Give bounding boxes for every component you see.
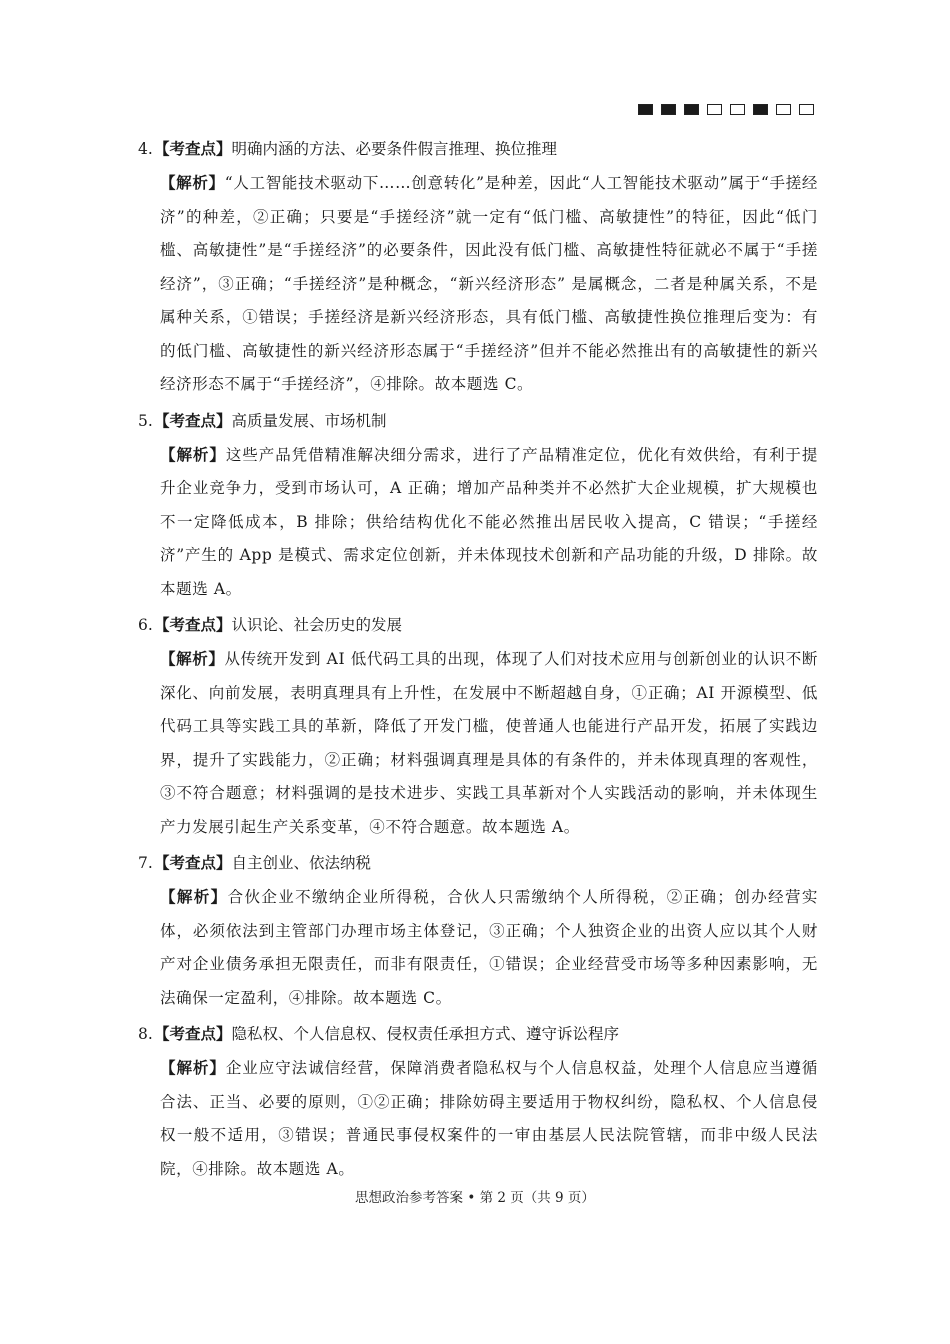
marker-square — [638, 104, 653, 115]
analysis-paragraph — [138, 880, 818, 1015]
analysis-paragraph — [138, 1051, 818, 1186]
analysis-text: 合伙企业不缴纳企业所得税，合伙人只需缴纳个人所得税，②正确；创办经营实体，必须依法到主管部门办理市场主体登记，③正确；个人独资企业的出资人应以其个人财产对企业债务承担无限责任，而非有限责任，①错误；企业经营受市场等多种因素影响，无法确保一定盈利，④排除。故本题选 C。 — [160, 888, 818, 1007]
question-heading — [138, 846, 818, 880]
answer-item-8 — [138, 1017, 818, 1186]
test-point-topic: 认识论、社会历史的发展 — [231, 616, 403, 634]
question-number: 6. — [138, 616, 153, 634]
question-number: 8. — [138, 1025, 153, 1043]
answer-item-6 — [138, 608, 818, 844]
test-point-tag: 【考查点】 — [154, 139, 232, 158]
test-point-topic: 隐私权、个人信息权、侵权责任承担方式、遵守诉讼程序 — [231, 1025, 620, 1043]
test-point-topic: 高质量发展、市场机制 — [231, 411, 387, 430]
analysis-paragraph — [138, 642, 818, 844]
analysis-tag: 【解析】 — [160, 173, 225, 192]
question-heading — [138, 404, 818, 438]
page-marker-strip — [638, 104, 814, 115]
test-point-tag: 【考查点】 — [154, 615, 232, 634]
analysis-text: 这些产品凭借精准解决细分需求，进行了产品精准定位，优化有效供给，有利于提升企业竞争力，受到市场认可，A 正确；增加产品种类并不必然扩大企业规模，扩大规模也不一定降低成本，B 排除；供给结构优化不能必然推出居民收入提高，C 错误；“手搓经济”产生的 App 是模式、需求定位创新，并未体现技术创新和产品功能的升级，D 排除。故本题选 A。 — [160, 445, 818, 598]
analysis-text: 企业应守法诚信经营，保障消费者隐私权与个人信息权益，处理个人信息应当遵循合法、正当、必要的原则，①②正确；排除妨碍主要适用于物权纠纷，隐私权、个人信息侵权一般不适用，③错误；普通民事侵权案件的一审由基层人民法院管辖，而非中级人民法院，④排除。故本题选 A。 — [160, 1059, 818, 1178]
test-point-tag: 【考查点】 — [154, 410, 232, 430]
test-point-topic: 明确内涵的方法、必要条件假言推理、换位推理 — [231, 140, 558, 158]
test-point-tag: 【考查点】 — [154, 1024, 232, 1043]
marker-square — [730, 104, 745, 115]
question-number: 5. — [138, 411, 153, 430]
test-point-topic: 自主创业、依法纳税 — [231, 854, 372, 872]
analysis-tag: 【解析】 — [160, 649, 225, 668]
marker-square — [799, 104, 814, 115]
question-number: 7. — [138, 854, 153, 872]
analysis-paragraph — [138, 438, 818, 607]
marker-square — [661, 104, 676, 115]
marker-square — [707, 104, 722, 115]
question-heading — [138, 1017, 818, 1051]
analysis-tag: 【解析】 — [160, 444, 226, 464]
answer-item-7 — [138, 846, 818, 1015]
test-point-tag: 【考查点】 — [154, 853, 232, 872]
analysis-text: “人工智能技术驱动下……创意转化”是种差，因此“人工智能技术驱动”属于“手搓经济”的种差，②正确；只要是“手搓经济”就一定有“低门槛、高敏捷性”的特征，因此“低门槛、高敏捷性”是“手搓经济”的必要条件，因此没有低门槛、高敏捷性特征就必不属于“手搓经济”，③正确；“手搓经济”是种概念，“新兴经济形态” 是属概念，二者是种属关系，不是属种关系，①错误；手搓经济是新兴经济形态，具有低门槛、高敏捷性换位推理后变为：有的低门槛、高敏捷性的新兴经济形态属于“手搓经济”但并不能必然推出有的高敏捷性的新兴经济形态不属于“手搓经济”，④排除。故本题选 C。 — [160, 174, 818, 393]
answer-list — [138, 132, 818, 1188]
analysis-tag: 【解析】 — [160, 887, 228, 906]
marker-square — [776, 104, 791, 115]
answer-item-5 — [138, 404, 818, 607]
marker-square — [753, 104, 768, 115]
analysis-text: 从传统开发到 AI 低代码工具的出现，体现了人们对技术应用与创新创业的认识不断深化、向前发展，表明真理具有上升性，在发展中不断超越自身，①正确；AI 开源模型、低代码工具等实践工具的革新，降低了开发门槛，使普通人也能进行产品开发，拓展了实践边界，提升了实践能力，②正确；材料强调真理是具体的有条件的，并未体现真理的客观性，③不符合题意；材料强调的是技术进步、实践工具革新对个人实践活动的影响，并未体现生产力发展引起生产关系变革，④不符合题意。故本题选 A。 — [160, 650, 818, 836]
page-footer: 思想政治参考答案 • 第 2 页（共 9 页） — [355, 1190, 595, 1206]
analysis-paragraph — [138, 166, 818, 402]
answer-item-4 — [138, 132, 818, 402]
marker-square — [684, 104, 699, 115]
analysis-tag: 【解析】 — [160, 1058, 226, 1077]
question-heading — [138, 608, 818, 642]
question-number: 4. — [138, 140, 153, 158]
question-heading — [138, 132, 818, 166]
